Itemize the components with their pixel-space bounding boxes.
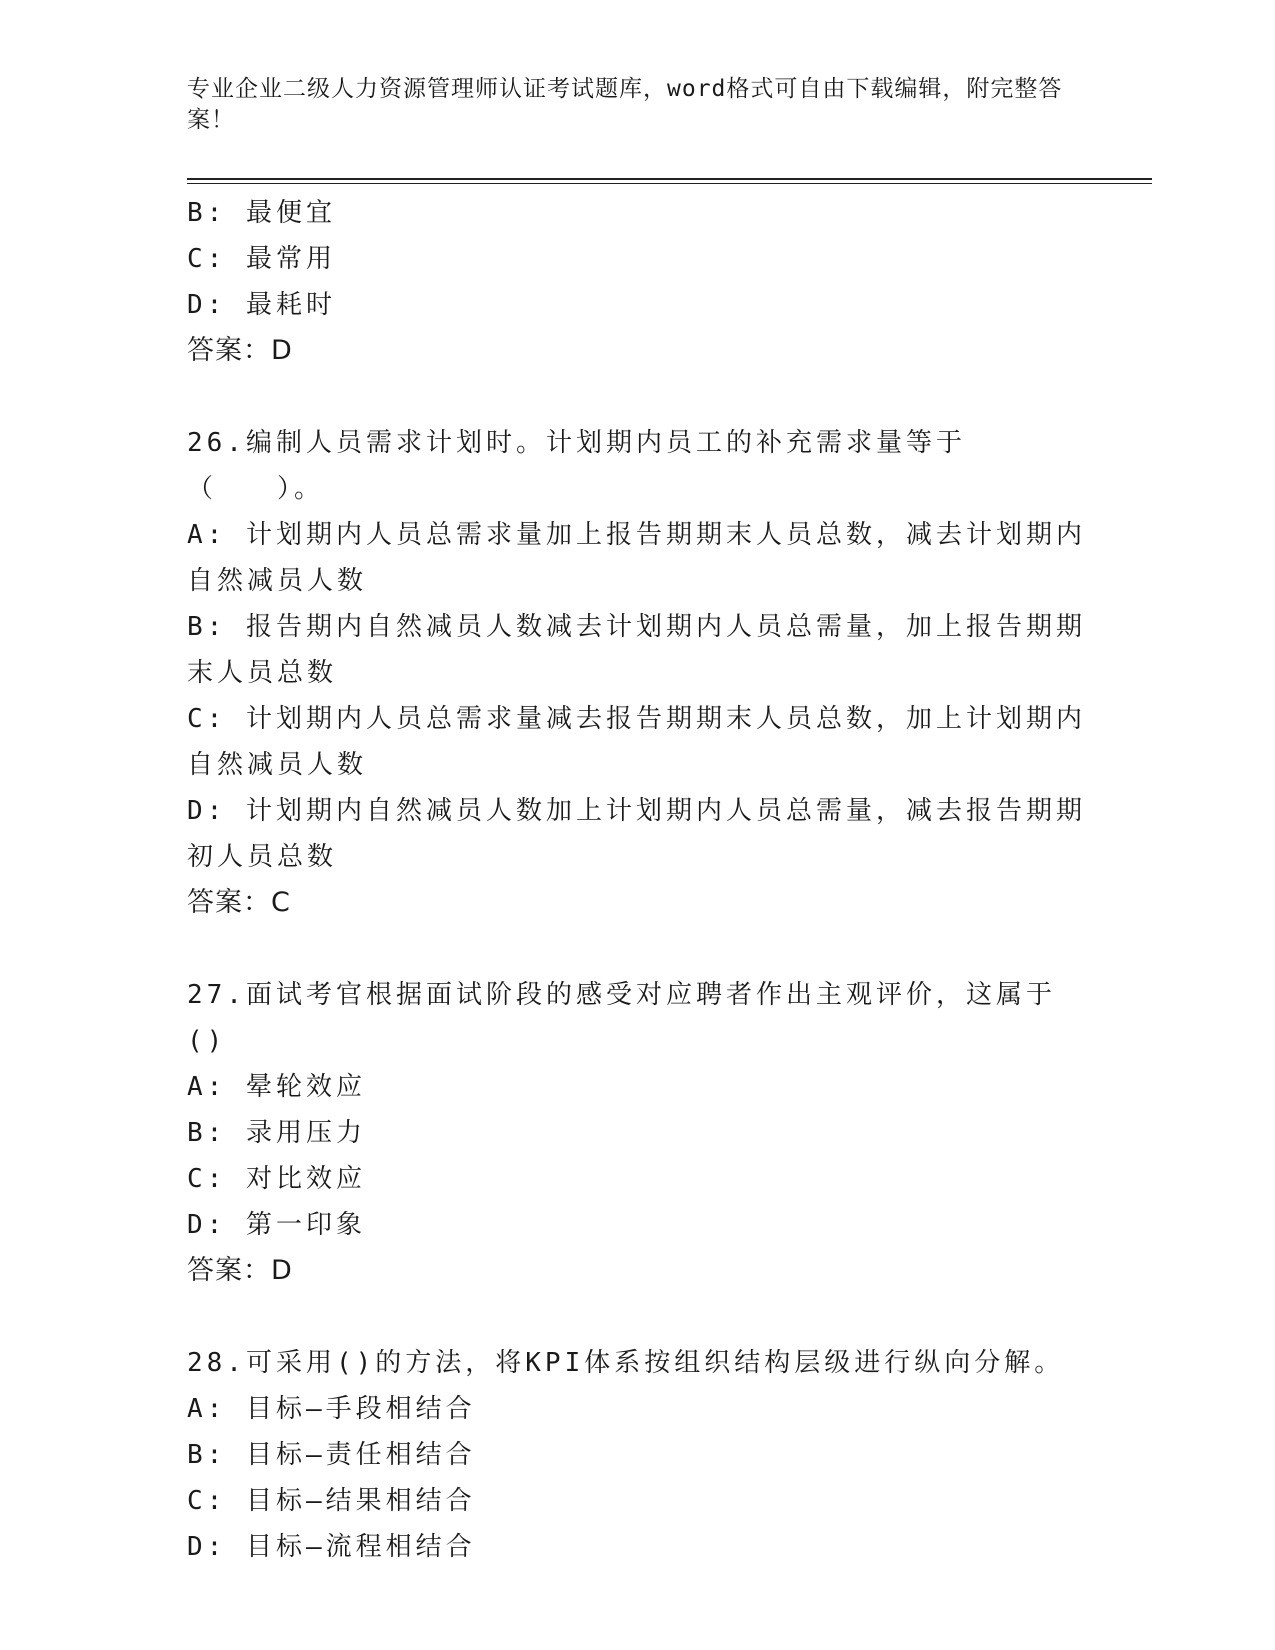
option-d: D: 第一印象 bbox=[187, 1210, 366, 1240]
option-d: D: 计划期内自然减员人数加上计划期内人员总需量，减去报告期期初人员总数 bbox=[187, 796, 1086, 872]
header-rule-thick bbox=[187, 178, 1152, 180]
document-body bbox=[187, 190, 1087, 1570]
option-b: B: 报告期内自然减员人数减去计划期内人员总需量，加上报告期期末人员总数 bbox=[187, 612, 1086, 688]
spacer bbox=[187, 926, 1087, 972]
option-c: C: 最常用 bbox=[187, 244, 336, 274]
option-a: A: 目标—手段相结合 bbox=[187, 1394, 476, 1424]
option-d: D: 目标—流程相结合 bbox=[187, 1532, 476, 1562]
option-c: C: 计划期内人员总需求量减去报告期期末人员总数，加上计划期内自然减员人数 bbox=[187, 704, 1086, 780]
answer-line: 答案：C bbox=[187, 887, 291, 918]
answer-line: 答案：D bbox=[187, 335, 293, 366]
answer-line: 答案：D bbox=[187, 1255, 293, 1286]
question-stem: 26.编制人员需求计划时。计划期内员工的补充需求量等于（ ）。 bbox=[187, 428, 966, 504]
question-27 bbox=[187, 972, 1087, 1294]
option-c: C: 对比效应 bbox=[187, 1164, 366, 1194]
question-28 bbox=[187, 1340, 1087, 1570]
option-b: B: 目标—责任相结合 bbox=[187, 1440, 476, 1470]
question-stem: 27.面试考官根据面试阶段的感受对应聘者作出主观评价，这属于() bbox=[187, 980, 1056, 1056]
header-rule-thin bbox=[187, 183, 1152, 184]
option-b: B: 最便宜 bbox=[187, 198, 336, 228]
option-c: C: 目标—结果相结合 bbox=[187, 1486, 476, 1516]
page-header: 专业企业二级人力资源管理师认证考试题库，word格式可自由下载编辑，附完整答案！ bbox=[187, 76, 1063, 133]
option-d: D: 最耗时 bbox=[187, 290, 336, 320]
spacer bbox=[187, 1294, 1087, 1340]
question-26 bbox=[187, 420, 1087, 926]
option-a: A: 晕轮效应 bbox=[187, 1072, 366, 1102]
spacer bbox=[187, 374, 1087, 420]
option-a: A: 计划期内人员总需求量加上报告期期末人员总数，减去计划期内自然减员人数 bbox=[187, 520, 1086, 596]
question-stem: 28.可采用()的方法，将KPI体系按组织结构层级进行纵向分解。 bbox=[187, 1348, 1065, 1378]
question-fragment bbox=[187, 190, 1087, 374]
option-b: B: 录用压力 bbox=[187, 1118, 366, 1148]
